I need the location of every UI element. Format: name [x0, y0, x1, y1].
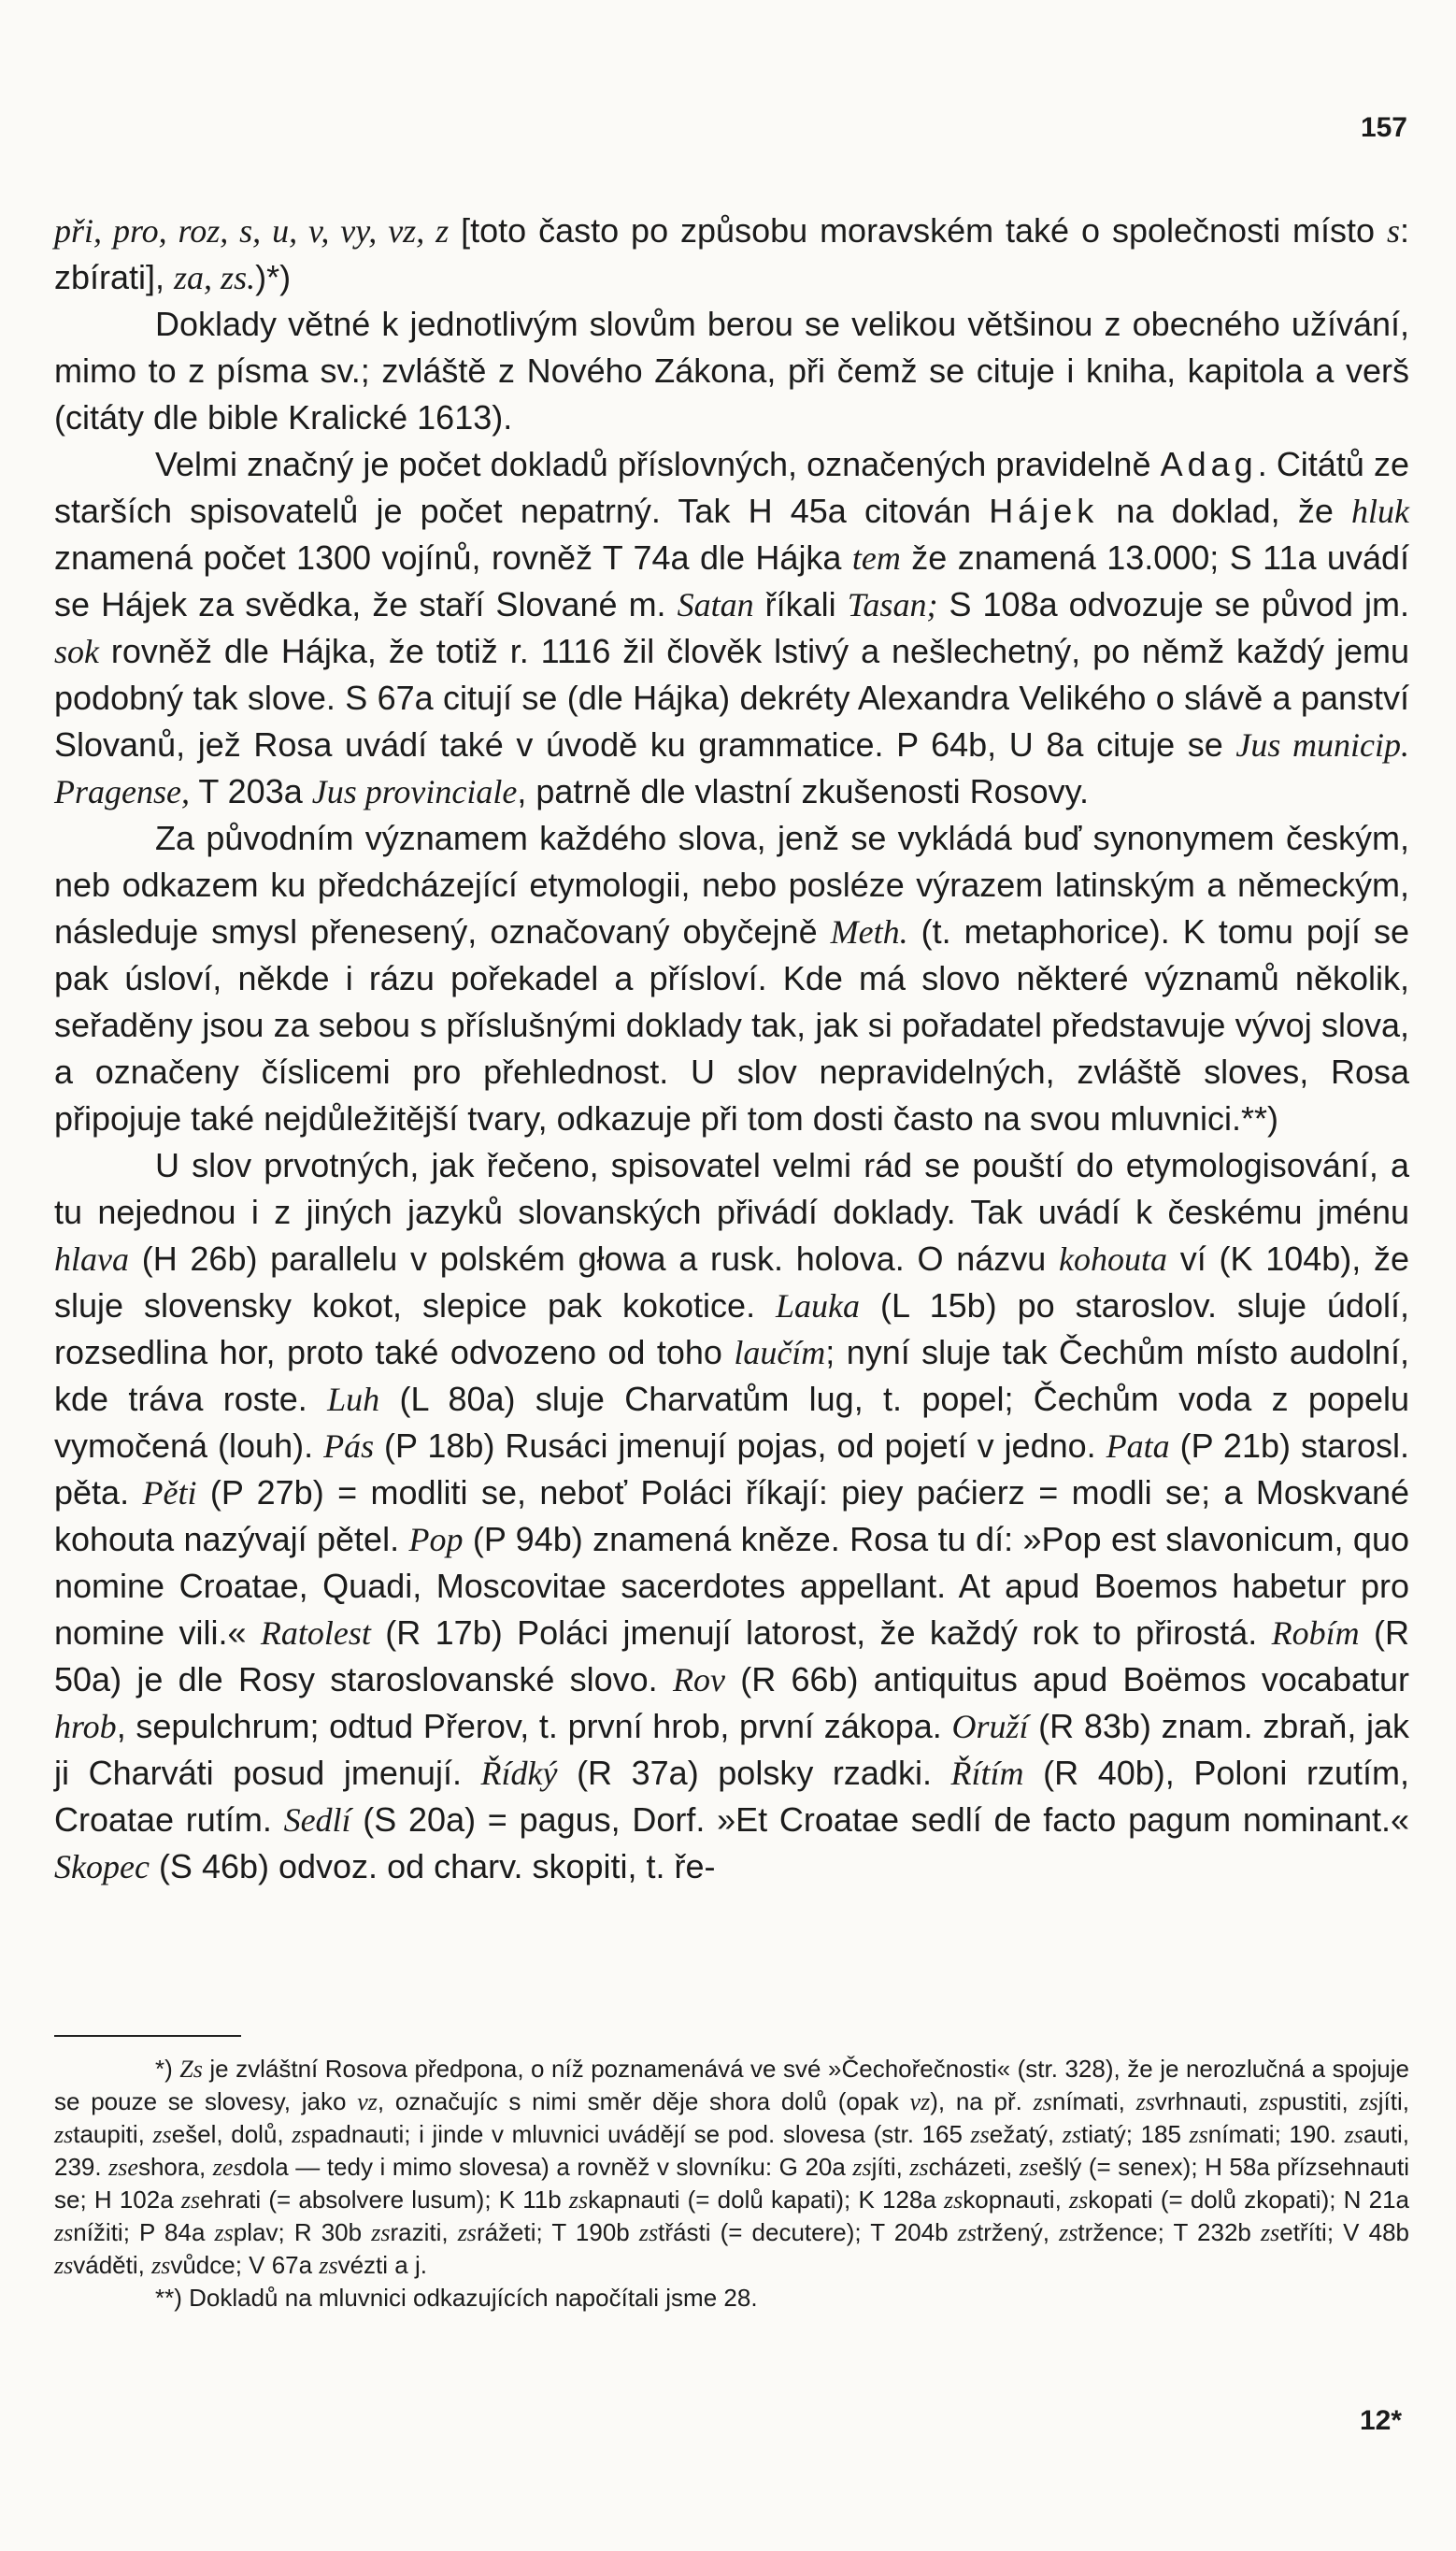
printer-signature: 12* [1359, 2405, 1402, 2436]
footnotes [54, 2053, 1409, 2315]
paragraph: Velmi značný je počet dokladů příslovných, označených pravidelně Adag. Citátů ze starších spisovatelů je počet nepatrný. Tak H 45a citován Hájek na doklad, že hluk znamená počet 1300 vojínů, rovněž T 74a dle Hájka tem že znamená 13.000; S 11a uvádí se Hájek za svědka, že staří Slované m. Satan říkali Tasan; S 108a odvozuje se původ jm. sok rovněž dle Hájka, že totiž r. 1116 žil člověk lstivý a nešlechetný, po němž každý jemu podobný tak slove. S 67a citují se (dle Hájka) dekréty Alexandra Velikého o slávě a panství Slovanů, jež Rosa uvádí také v úvodě ku grammatice. P 64b, U 8a cituje se Jus municip. Pragense, T 203a Jus provinciale, patrně dle vlastní zkušenosti Rosovy. [54, 445, 1410, 810]
paragraph: Doklady větné k jednotlivým slovům berou se velikou většinou z obecného užívání, mimo to z písma sv.; zvláště z Nového Zákona, při čemž se cituje i kniha, kapitola a verš (citáty dle bible Kralické 1613). [54, 305, 1409, 437]
footnote: **) Dokladů na mluvnici odkazujících napočítali jsme 28. [155, 2284, 758, 2312]
paragraph: U slov prvotných, jak řečeno, spisovatel velmi rád se pouští do etymologisování, a tu nejednou i z jiných jazyků slovanských přivádí doklady. Tak uvádí k českému jménu hlava (H 26b) parallelu v polském głowa a rusk. holova. O názvu kohouta ví (K 104b), že sluje slovensky kokot, slepice pak kokotice. Lauka (L 15b) po staroslov. sluje údolí, rozsedlina hor, proto také odvozeno od toho laučím; nyní sluje tak Čechům místo audolní, kde tráva roste. Luh (L 80a) sluje Charvatům lug, t. popel; Čechům voda z popelu vymočená (louh). Pás (P 18b) Rusáci jmenují pojas, od pojetí v jedno. Pata (P 21b) starosl. pěta. Pěti (P 27b) = modliti se, neboť Poláci říkají: piey paćierz = modli se; a Moskvané kohouta nazývají pětel. Pop (P 94b) znamená kněze. Rosa tu dí: »Pop est slavonicum, quo nomine Croatae, Quadi, Moscovitae sacerdotes appellant. At apud Boemos habetur pro nomine vili.« Ratolest (R 17b) Poláci jmenují latorost, že každý rok to přirostá. Robím (R 50a) je dle Rosy staroslovanské slovo. Rov (R 66b) antiquitus apud Boëmos vocabatur hrob, sepulchrum; odtud Přerov, t. první hrob, první zákopa. Oruží (R 83b) znam. zbraň, jak ji Charváti posud jmenují. Řídký (R 37a) polsky rzadki. Řítím (R 40b), Poloni rzutím, Croatae rutím. Sedlí (S 20a) = pagus, Dorf. »Et Croatae sedlí de facto pagum nominant.« Skopec (S 46b) odvoz. od charv. skopiti, t. ře- [54, 1146, 1410, 1885]
footnote-divider [54, 2035, 241, 2037]
paragraph: Za původním významem každého slova, jenž se vykládá buď synonymem českým, neb odkazem ku předcházející etymologii, nebo posléze výrazem latinským a německým, následuje smysl přenesený, označovaný obyčejně Meth. (t. metaphorice). K tomu pojí se pak úsloví, někde i rázu pořekadel a přísloví. Kde má slovo některé významů několik, seřaděny jsou za sebou s příslušnými doklady tak, jak si pořadatel představuje vývoj slova, a označeny číslicemi pro přehlednost. U slov nepravidelných, zvláště sloves, Rosa připojuje také nejdůležitější tvary, odkazuje při tom dosti často na svou mluvnici.**) [54, 819, 1409, 1138]
paragraph: při, pro, roz, s, u, v, vy, vz, z [toto často po způsobu moravském také o společnosti místo s: zbírati], za, zs.)*) [54, 211, 1409, 296]
page-number: 157 [1360, 112, 1407, 143]
main-text [54, 208, 1409, 1890]
footnote: *) Zs je zvláštní Rosova předpona, o níž poznamenává ve své »Čechořečnosti« (str. 328), že je nerozlučná a spojuje se pouze se slovesy, jako vz, označujíc s nimi směr děje shora dolů (opak vz), na př. zsnímati, zsvrhnauti, zspustiti, zsjíti, zstaupiti, zsešel, dolů, zspadnauti; i jinde v mluvnici uvádějí se pod. slovesa (str. 165 zsežatý, zstiatý; 185 zsnímati; 190. zsauti, 239. zseshora, zesdola — tedy i mimo slovesa) a rovněž v slovníku: G 20a zsjíti, zscházeti, zsešlý (= senex); H 58a přízsehnauti se; H 102a zsehrati (= absolvere lusum); K 11b zskapnauti (= dolů kapati); K 128a zskopnauti, zskopati (= dolů zkopati); N 21a zsnížiti; P 84a zsplav; R 30b zsraziti, zsrážeti; T 190b zstřásti (= decutere); T 204b zstržený, zstržence; T 232b zsetříti; V 48b zsváděti, zsvůdce; V 67a zsvézti a j. [54, 2055, 1410, 2279]
